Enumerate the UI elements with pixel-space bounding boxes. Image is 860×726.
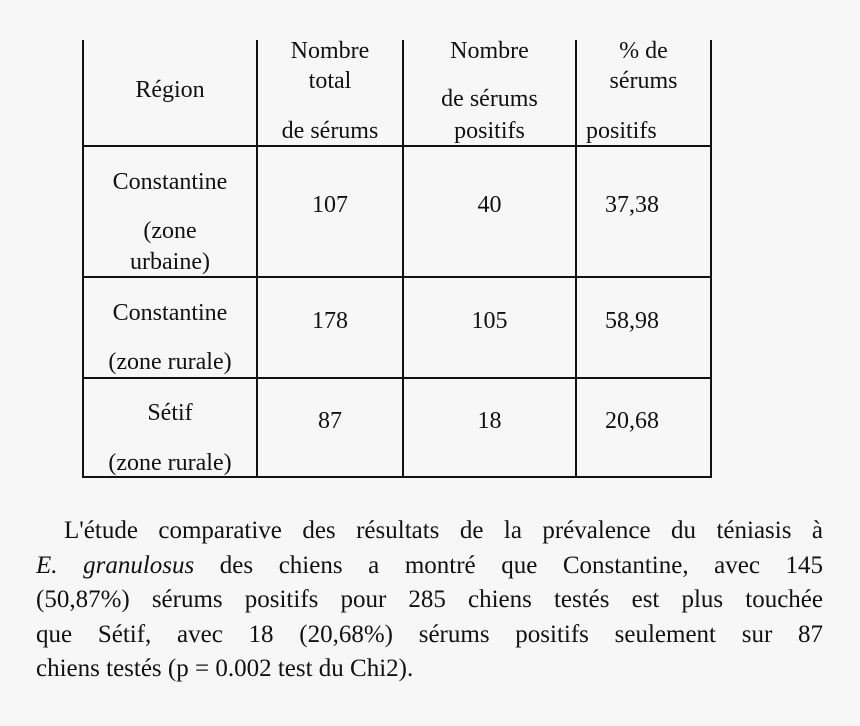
row1-region-line1: Constantine [112, 169, 228, 195]
paragraph-line-4: que Sétif, avec 18 (20,68%) sérums positifs seulement sur 87 [36, 620, 823, 648]
header-positive-line1: Nombre [450, 38, 529, 64]
header-total-line3: de sérums [281, 118, 379, 144]
paragraph-line-3: (50,87%) sérums positifs pour 285 chiens testés est plus touchée [36, 586, 823, 613]
paragraph-line-1-text: L'étude comparative des résultats de la prévalence du téniasis à [64, 517, 823, 544]
row3-total: 87 [318, 408, 342, 434]
paragraph-line-1 [36, 514, 823, 549]
paragraph-line-5: chiens testés (p = 0.002 test du Chi2). [36, 655, 414, 682]
row3-region-line1: Sétif [147, 400, 193, 426]
row3-positive: 18 [477, 408, 502, 434]
row3-percent: 20,68 [605, 408, 659, 434]
row3-region-line2: (zone rurale) [108, 450, 232, 476]
row2-percent: 58,98 [605, 308, 659, 334]
header-positive-line3: positifs [454, 118, 525, 144]
row1-positive: 40 [477, 192, 502, 218]
row2-total: 178 [312, 308, 348, 334]
header-total-line2: total [308, 68, 352, 94]
body-paragraph [36, 514, 823, 687]
header-region: Région [135, 77, 205, 103]
paragraph-line-2-text: des chiens a montré que Constantine, avec 145 [194, 551, 824, 579]
row2-positive: 105 [471, 308, 508, 334]
header-percent-line2: sérums [609, 68, 678, 94]
paragraph-line-2 [36, 549, 823, 584]
header-total-line1: Nombre [290, 38, 370, 64]
row2-region-line1: Constantine [112, 300, 228, 326]
row1-percent: 37,38 [605, 192, 659, 218]
row1-total: 107 [312, 192, 348, 218]
species-name: E. granulosus [36, 551, 195, 579]
table-row-rule-2 [82, 377, 712, 379]
row2-region-line2: (zone rurale) [108, 349, 232, 375]
header-positive-line2: de sérums [441, 86, 538, 112]
header-percent-line3: positifs [586, 118, 657, 144]
table-border-right [710, 40, 712, 478]
header-percent-line1: % de [619, 38, 668, 64]
row1-region-line2: (zone [143, 218, 197, 244]
row1-region-line3: urbaine) [130, 249, 210, 275]
